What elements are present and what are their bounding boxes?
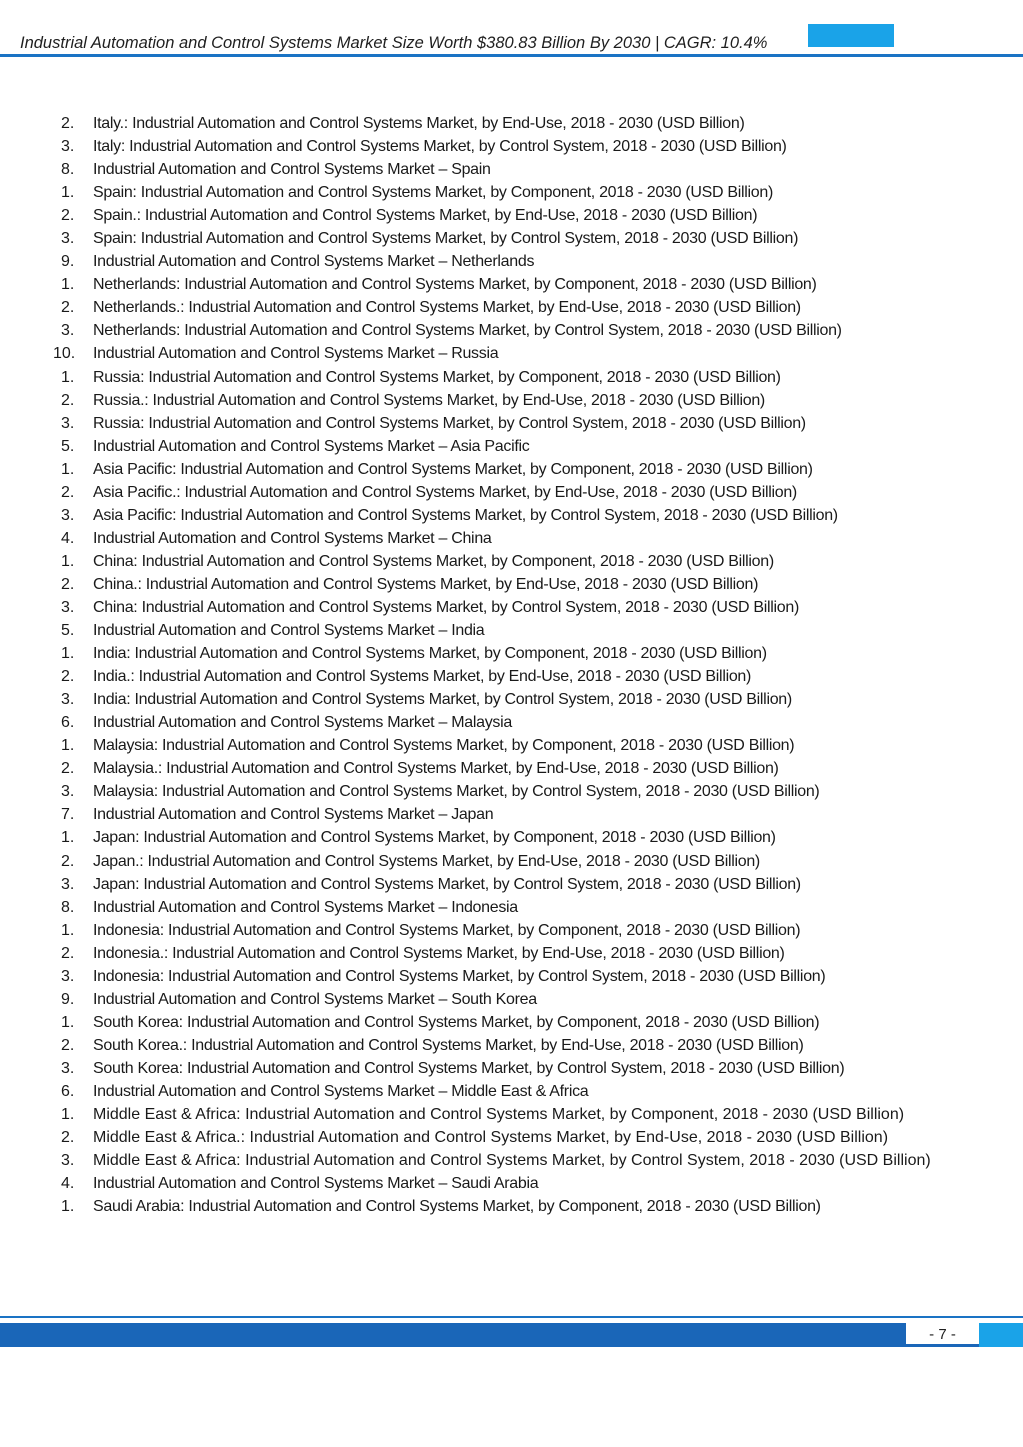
toc-entry: [0, 389, 1023, 412]
toc-entry-text: Industrial Automation and Control Systems Market – Saudi Arabia: [93, 1175, 539, 1193]
toc-entry-number: 2.: [61, 668, 75, 686]
toc-entry-text: Industrial Automation and Control Systems Market – Middle East & Africa: [93, 1082, 589, 1100]
toc-entry: [0, 227, 1023, 250]
toc-entry: [0, 435, 1023, 458]
toc-entry-number: 1.: [61, 460, 75, 478]
toc-entry-text: Industrial Automation and Control Systems Market – Netherlands: [93, 253, 535, 271]
toc-entry-number: 3.: [61, 875, 75, 893]
toc-entry-text: Italy: Industrial Automation and Control Systems Market, by Control System, 2018 - 2030 (USD Billion): [93, 138, 787, 156]
footer-bar: [0, 1323, 906, 1347]
toc-entry-number: 9.: [61, 990, 75, 1008]
toc-entry-text: Asia Pacific: Industrial Automation and Control Systems Market, by Component, 2018 - 2030 (USD Billion): [93, 460, 813, 478]
toc-entry-text: Industrial Automation and Control Systems Market – Malaysia: [93, 714, 512, 732]
toc-entry-text: Japan: Industrial Automation and Control Systems Market, by Component, 2018 - 2030 (USD Billion): [93, 829, 776, 847]
toc-entry: [0, 481, 1023, 504]
toc-entry-number: 8.: [61, 161, 75, 179]
toc-entry: [0, 757, 1023, 780]
footer-gap-line: [906, 1344, 979, 1347]
toc-entry-text: China.: Industrial Automation and Control Systems Market, by End-Use, 2018 - 2030 (USD Billion): [93, 575, 759, 593]
toc-entry-text: India: Industrial Automation and Control Systems Market, by Control System, 2018 - 2030 (USD Billion): [93, 691, 792, 709]
toc-entry-text: Industrial Automation and Control Systems Market – Spain: [93, 161, 491, 179]
toc-entry: [0, 319, 1023, 342]
toc-entry-number: 2.: [61, 760, 75, 778]
toc-entry-number: 3.: [61, 1152, 75, 1170]
toc-entry-text: Industrial Automation and Control Systems Market – India: [93, 622, 485, 640]
toc-entry: [0, 919, 1023, 942]
toc-entry: [0, 296, 1023, 319]
toc-entry-text: Spain: Industrial Automation and Control Systems Market, by Component, 2018 - 2030 (USD Billion): [93, 184, 773, 202]
toc-entry-text: China: Industrial Automation and Control Systems Market, by Component, 2018 - 2030 (USD Billion): [93, 552, 774, 570]
toc-entry-number: 3.: [61, 1059, 75, 1077]
toc-entry-number: 1.: [61, 1198, 75, 1216]
toc-entry: [0, 504, 1023, 527]
toc-entry-text: Russia: Industrial Automation and Control Systems Market, by Control System, 2018 - 2030 (USD Billion): [93, 414, 806, 432]
toc-entry: [0, 273, 1023, 296]
toc-entry-number: 3.: [61, 691, 75, 709]
toc-entry-text: Russia: Industrial Automation and Control Systems Market, by Component, 2018 - 2030 (USD Billion): [93, 368, 781, 386]
toc-entry-number: 1.: [61, 184, 75, 202]
toc-entry: [0, 965, 1023, 988]
header-title: Industrial Automation and Control Systems Market Size Worth $380.83 Billion By 2030 | CAGR: 10.4%: [20, 34, 768, 52]
toc-entry: [0, 527, 1023, 550]
toc-entry-text: Russia.: Industrial Automation and Control Systems Market, by End-Use, 2018 - 2030 (USD Billion): [93, 391, 765, 409]
toc-entry-number: 2.: [61, 575, 75, 593]
toc-entry-text: Asia Pacific: Industrial Automation and Control Systems Market, by Control System, 2018 - 2030 (USD Billion): [93, 506, 838, 524]
toc-entry-number: 1.: [61, 368, 75, 386]
toc-entry: [0, 366, 1023, 389]
toc-entry-number: 5.: [61, 622, 75, 640]
toc-list: [0, 112, 1023, 1218]
toc-entry-number: 5.: [61, 437, 75, 455]
toc-entry-number: 2.: [61, 299, 75, 317]
toc-entry-number: 4.: [61, 529, 75, 547]
toc-entry: [0, 1149, 1023, 1172]
toc-entry-number: 3.: [61, 598, 75, 616]
toc-entry-number: 6.: [61, 1082, 75, 1100]
toc-entry-number: 3.: [61, 230, 75, 248]
toc-entry-number: 2.: [61, 1129, 75, 1147]
toc-entry-number: 1.: [61, 552, 75, 570]
toc-entry-number: 4.: [61, 1175, 75, 1193]
toc-entry: [0, 711, 1023, 734]
toc-entry: [0, 803, 1023, 826]
toc-entry: [0, 596, 1023, 619]
toc-entry: [0, 873, 1023, 896]
toc-entry-number: 7.: [61, 806, 75, 824]
toc-entry-text: Industrial Automation and Control Systems Market – Russia: [93, 345, 499, 363]
toc-entry-text: South Korea: Industrial Automation and Control Systems Market, by Control System, 2018 - 2030 (USD Billion): [93, 1059, 845, 1077]
toc-entry: [0, 1126, 1023, 1149]
toc-entry-number: 2.: [61, 391, 75, 409]
toc-entry-number: 8.: [61, 898, 75, 916]
toc-entry: [0, 342, 1023, 365]
toc-entry: [0, 1103, 1023, 1126]
toc-entry-text: Middle East & Africa: Industrial Automation and Control Systems Market, by Control System, 2018 - 2030 (USD Billion): [93, 1152, 931, 1170]
toc-entry-text: Indonesia: Industrial Automation and Control Systems Market, by Component, 2018 - 2030 (USD Billion): [93, 921, 801, 939]
toc-entry-text: Middle East & Africa: Industrial Automation and Control Systems Market, by Component, 2018 - 2030 (USD Billion): [93, 1106, 905, 1124]
toc-entry: [0, 780, 1023, 803]
toc-entry: [0, 573, 1023, 596]
toc-entry-number: 3.: [61, 322, 75, 340]
toc-entry-text: Japan: Industrial Automation and Control Systems Market, by Control System, 2018 - 2030 (USD Billion): [93, 875, 801, 893]
toc-entry: [0, 135, 1023, 158]
toc-entry-number: 1.: [61, 645, 75, 663]
toc-entry: [0, 688, 1023, 711]
toc-entry-number: 10.: [53, 345, 76, 363]
toc-entry-text: Spain.: Industrial Automation and Control Systems Market, by End-Use, 2018 - 2030 (USD Billion): [93, 207, 758, 225]
toc-entry-text: Indonesia.: Industrial Automation and Control Systems Market, by End-Use, 2018 - 2030 (USD Billion): [93, 944, 785, 962]
toc-entry: [0, 619, 1023, 642]
toc-entry: [0, 1011, 1023, 1034]
toc-entry-text: Industrial Automation and Control Systems Market – Indonesia: [93, 898, 518, 916]
toc-entry: [0, 250, 1023, 273]
toc-entry-number: 2.: [61, 1036, 75, 1054]
toc-entry-text: Malaysia: Industrial Automation and Control Systems Market, by Component, 2018 - 2030 (USD Billion): [93, 737, 795, 755]
toc-entry: [0, 850, 1023, 873]
toc-entry-text: Industrial Automation and Control Systems Market – China: [93, 529, 492, 547]
toc-entry: [0, 1080, 1023, 1103]
toc-entry-number: 3.: [61, 138, 75, 156]
toc-entry-number: 3.: [61, 783, 75, 801]
toc-entry-number: 2.: [61, 115, 75, 132]
toc-entry-number: 6.: [61, 714, 75, 732]
toc-entry: [0, 942, 1023, 965]
toc-entry: [0, 158, 1023, 181]
toc-entry-text: Netherlands: Industrial Automation and Control Systems Market, by Control System, 2018 - 2030 (USD Billion): [93, 322, 842, 340]
toc-entry-text: Industrial Automation and Control Systems Market – Asia Pacific: [93, 437, 530, 455]
toc-entry-number: 9.: [61, 253, 75, 271]
toc-entry: [0, 1172, 1023, 1195]
toc-entry: [0, 112, 1023, 135]
toc-entry-text: India.: Industrial Automation and Control Systems Market, by End-Use, 2018 - 2030 (USD Billion): [93, 668, 752, 686]
toc-entry: [0, 642, 1023, 665]
toc-entry-text: Indonesia: Industrial Automation and Control Systems Market, by Control System, 2018 - 2030 (USD Billion): [93, 967, 826, 985]
toc-entry-text: Netherlands.: Industrial Automation and Control Systems Market, by End-Use, 2018 - 2030 (USD Billion): [93, 299, 801, 317]
toc-entry-text: Industrial Automation and Control Systems Market – Japan: [93, 806, 494, 824]
toc-entry: [0, 896, 1023, 919]
toc-entry-number: 2.: [61, 483, 75, 501]
toc-entry: [0, 826, 1023, 849]
toc-entry: [0, 1034, 1023, 1057]
footer-rule: [0, 1316, 1023, 1318]
toc-entry-text: Malaysia.: Industrial Automation and Control Systems Market, by End-Use, 2018 - 2030 (USD Billion): [93, 760, 779, 778]
toc-entry-text: Spain: Industrial Automation and Control Systems Market, by Control System, 2018 - 2030 (USD Billion): [93, 230, 799, 248]
toc-entry-number: 1.: [61, 737, 75, 755]
toc-entry: [0, 734, 1023, 757]
footer-accent-block: [979, 1323, 1023, 1347]
toc-entry-text: Middle East & Africa.: Industrial Automation and Control Systems Market, by End-Use, 2018 - 2030 (USD Billion): [93, 1129, 889, 1147]
header-accent-block: [808, 24, 894, 47]
toc-entry: [0, 458, 1023, 481]
toc-entry-number: 1.: [61, 921, 75, 939]
toc-entry-text: Malaysia: Industrial Automation and Control Systems Market, by Control System, 2018 - 2030 (USD Billion): [93, 783, 820, 801]
toc-entry-text: Industrial Automation and Control Systems Market – South Korea: [93, 990, 537, 1008]
toc-entry-text: Saudi Arabia: Industrial Automation and Control Systems Market, by Component, 2018 - 2030 (USD Billion): [93, 1198, 821, 1216]
toc-entry: [0, 412, 1023, 435]
toc-entry-number: 3.: [61, 967, 75, 985]
toc-entry: [0, 665, 1023, 688]
toc-entry: [0, 1057, 1023, 1080]
toc-entry-number: 1.: [61, 276, 75, 294]
toc-entry-number: 2.: [61, 207, 75, 225]
toc-entry: [0, 204, 1023, 227]
toc-entry-text: Italy.: Industrial Automation and Control Systems Market, by End-Use, 2018 - 2030 (USD Billion): [93, 115, 745, 132]
toc-entry: [0, 550, 1023, 573]
toc-entry-number: 3.: [61, 414, 75, 432]
toc-entry-number: 3.: [61, 506, 75, 524]
toc-entry-text: South Korea.: Industrial Automation and Control Systems Market, by End-Use, 2018 - 2030 (USD Billion): [93, 1036, 804, 1054]
toc-entry-text: Asia Pacific.: Industrial Automation and Control Systems Market, by End-Use, 2018 - 2030 (USD Billion): [93, 483, 797, 501]
toc-entry: [0, 988, 1023, 1011]
toc-entry-number: 1.: [61, 1013, 75, 1031]
toc-entry-text: Netherlands: Industrial Automation and Control Systems Market, by Component, 2018 - 2030 (USD Billion): [93, 276, 817, 294]
page-number: - 7 -: [929, 1326, 956, 1343]
toc-entry-number: 2.: [61, 852, 75, 870]
toc-entry-number: 2.: [61, 944, 75, 962]
toc-entry-text: China: Industrial Automation and Control Systems Market, by Control System, 2018 - 2030 (USD Billion): [93, 598, 800, 616]
toc-entry-text: South Korea: Industrial Automation and Control Systems Market, by Component, 2018 - 2030 (USD Billion): [93, 1013, 820, 1031]
header-rule: [0, 54, 1023, 57]
toc-entry: [0, 181, 1023, 204]
toc-entry-number: 1.: [61, 1106, 75, 1124]
toc-entry: [0, 1195, 1023, 1218]
toc-entry-number: 1.: [61, 829, 75, 847]
toc-entry-text: India: Industrial Automation and Control Systems Market, by Component, 2018 - 2030 (USD Billion): [93, 645, 767, 663]
toc-entry-text: Japan.: Industrial Automation and Control Systems Market, by End-Use, 2018 - 2030 (USD Billion): [93, 852, 760, 870]
